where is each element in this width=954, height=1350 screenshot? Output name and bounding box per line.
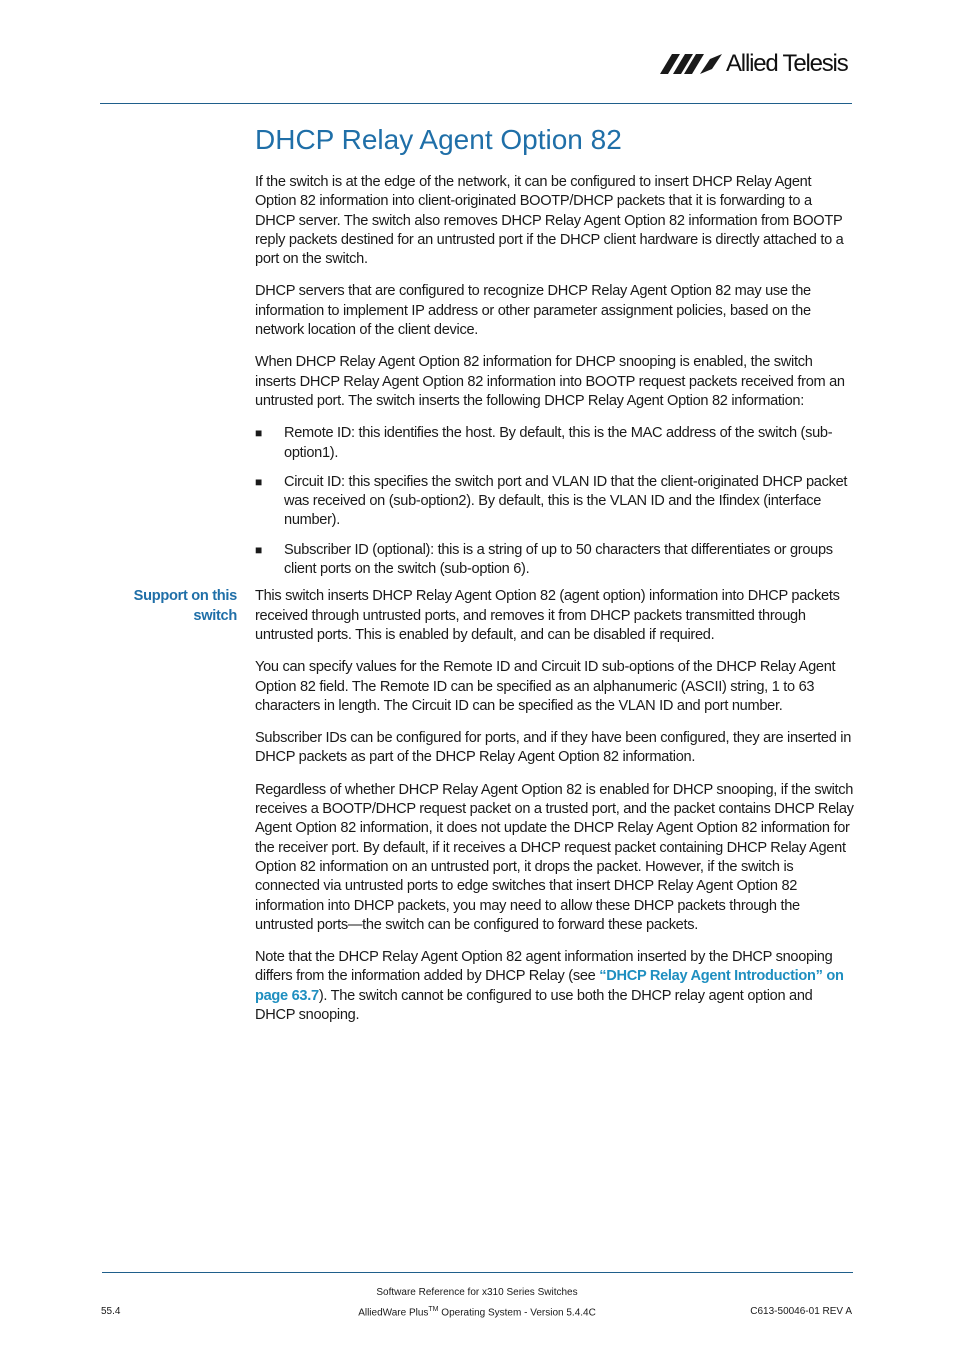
side-heading-line: Support on this bbox=[133, 588, 237, 605]
support-section bbox=[133, 587, 855, 1025]
cross-reference-link[interactable]: “DHCP Relay Agent Introduction” on page 63.7 bbox=[255, 968, 844, 1004]
bullet-icon: ■ bbox=[255, 426, 262, 441]
side-heading bbox=[115, 587, 237, 626]
list-item-text: Subscriber ID (optional): this is a string of up to 50 characters that differentiates or groups client ports on the switch (sub-option 6). bbox=[284, 541, 833, 578]
allied-telesis-logo bbox=[660, 50, 856, 80]
intro-paragraph: When DHCP Relay Agent Option 82 information for DHCP snooping is enabled, the switch inserts DHCP Relay Agent Option 82 information into BOOTP request packets received from an untrusted port. The switch inserts the following DHCP Relay Agent Option 82 information: bbox=[255, 354, 845, 409]
side-heading-line: switch bbox=[193, 607, 237, 624]
list-item-text: Remote ID: this identifies the host. By default, this is the MAC address of the switch (sub-option1). bbox=[284, 425, 833, 461]
note-text: ). The switch cannot be configured to use both the DHCP relay agent option and DHCP snooping. bbox=[255, 987, 813, 1023]
support-paragraph: Regardless of whether DHCP Relay Agent Option 82 is enabled for DHCP snooping, if the switch receives a BOOTP/DHCP request packet on a trusted port, and the packet contains DHCP Relay Agent Option 82 information, it does not update the DHCP Relay Agent Option 82 information for the receiver port. By default, if it receives a DHCP request packet containing DHCP Relay Agent Option 82 information on an untrusted port, it drops the packet. However, if the switch is connected via untrusted ports to edge switches that insert DHCP Relay Agent Option 82 information into DHCP packets, you may need to allow these DHCP packets through the untrusted ports—the switch can be configured to forward these packets. bbox=[255, 781, 854, 933]
support-paragraph: Subscriber IDs can be configured for ports, and if they have been configured, they are inserted in DHCP packets as part of the DHCP Relay Agent Option 82 information. bbox=[255, 730, 852, 766]
footer-title: Software Reference for x310 Series Switches bbox=[376, 1287, 578, 1298]
logo-mark-icon bbox=[660, 53, 724, 75]
page-title: DHCP Relay Agent Option 82 bbox=[255, 124, 622, 155]
footer-rule bbox=[102, 1272, 853, 1273]
product-version: Operating System - Version 5.4.4C bbox=[438, 1307, 596, 1319]
logo-text: Allied Telesis bbox=[726, 50, 848, 77]
support-paragraph: This switch inserts DHCP Relay Agent Option 82 (agent option) information into DHCP packets received through untrusted ports, and removes it from DHCP packets transmitted through untrusted ports. This is enabled by default, and can be disabled if required. bbox=[255, 588, 840, 643]
list-item-text: Circuit ID: this specifies the switch port and VLAN ID that the client-originated DHCP packet was received on (sub-option2). By default, this is the VLAN ID and the Ifindex (interface number). bbox=[284, 473, 848, 529]
list-item bbox=[255, 473, 855, 531]
product-name: AlliedWare Plus bbox=[358, 1307, 429, 1319]
list-item bbox=[255, 541, 855, 580]
note-text: Note that the DHCP Relay Agent Option 82 agent information inserted by the DHCP snooping differs from the information added by DHCP Relay (see bbox=[255, 949, 833, 985]
note-paragraph bbox=[255, 948, 855, 1025]
intro-paragraph: If the switch is at the edge of the network, it can be configured to insert DHCP Relay Agent Option 82 information into client-originated BOOTP/DHCP packets that it is forwarding to a DHCP server. The switch also removes DHCP Relay Agent Option 82 information from BOOTP reply packets destined for an untrusted port if the DHCP client hardware is directly attached to a port on the switch. bbox=[255, 174, 844, 268]
bullet-icon: ■ bbox=[255, 542, 262, 557]
option-list bbox=[255, 424, 855, 579]
trademark-sup: TM bbox=[428, 1306, 439, 1313]
list-item bbox=[255, 424, 855, 463]
bullet-icon: ■ bbox=[255, 474, 262, 489]
document-id: C613-50046-01 REV A bbox=[750, 1306, 852, 1317]
main-content bbox=[133, 173, 855, 1038]
support-paragraph: You can specify values for the Remote ID and Circuit ID sub-options of the DHCP Relay Agent Option 82 field. The Remote ID can be specified as an alphanumeric (ASCII) string, 1 to 63 characters in length. The Circuit ID can be specified as the VLAN ID and port number. bbox=[255, 659, 836, 714]
page-number: 55.4 bbox=[101, 1306, 121, 1317]
header-rule bbox=[100, 103, 852, 104]
intro-paragraph: DHCP servers that are configured to recognize DHCP Relay Agent Option 82 may use the information to implement IP address or other parameter assignment policies, based on the network location of the client device. bbox=[255, 283, 811, 339]
